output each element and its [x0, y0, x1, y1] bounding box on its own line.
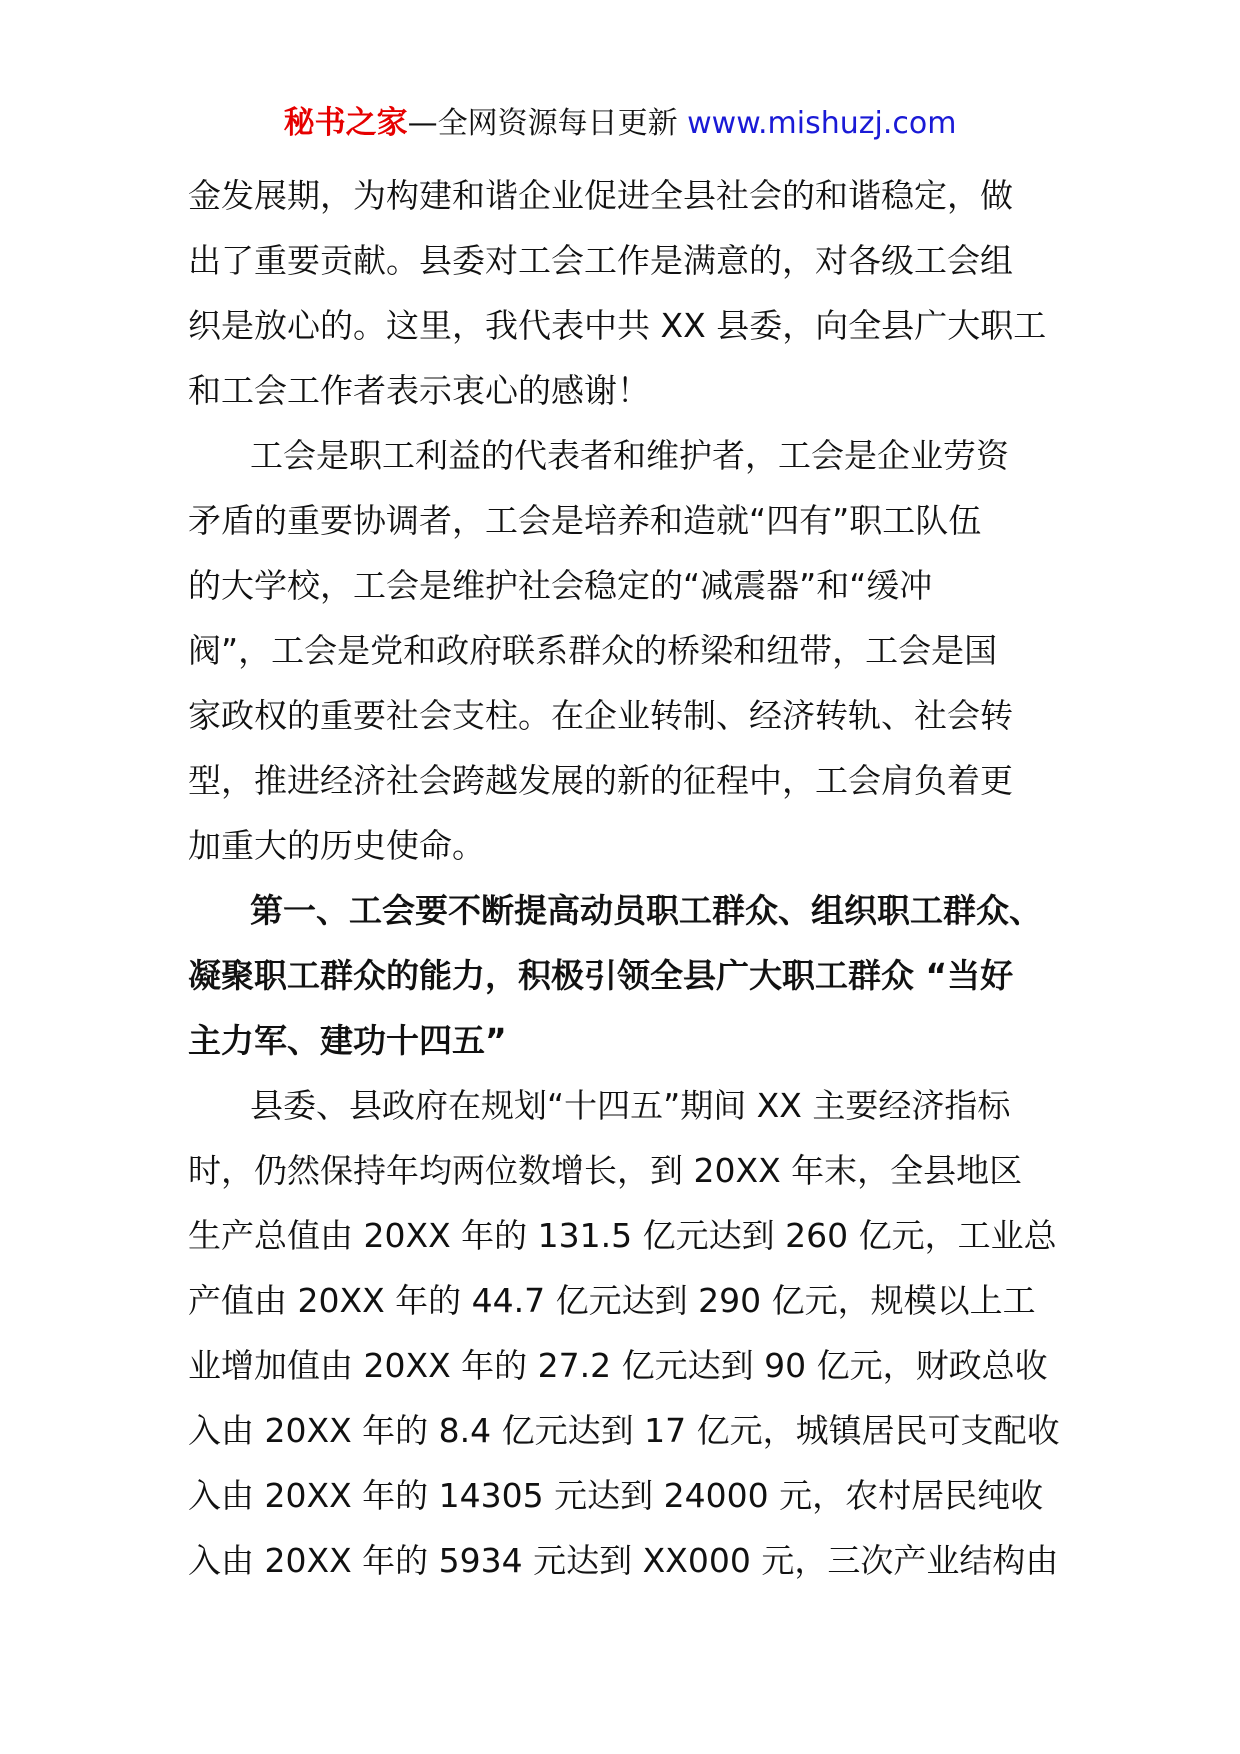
site-brand: 秘书之家: [283, 105, 408, 141]
paragraph-line: 工会是职工利益的代表者和维护者，工会是企业劳资: [250, 436, 1009, 475]
paragraph-line: 织是放心的。这里，我代表中共 XX 县委，向全县广大职工: [188, 306, 1047, 345]
document-body: [188, 163, 1066, 1593]
section-heading-line: 第一、工会要不断提高动员职工群众、组织职工群众、: [250, 891, 1042, 930]
site-url[interactable]: www.mishuzj.com: [687, 106, 957, 141]
paragraph-line: 加重大的历史使命。: [188, 826, 485, 865]
paragraph-line: 的大学校，工会是维护社会稳定的“减震器”和“缓冲: [188, 566, 933, 605]
section-heading-line: 主力军、建功十四五”: [188, 1021, 507, 1060]
paragraph-line: 金发展期，为构建和谐企业促进全县社会的和谐稳定，做: [188, 176, 1013, 215]
site-tagline: —全网资源每日更新: [407, 106, 688, 141]
paragraph-line: 入由 20XX 年的 5934 元达到 XX000 元，三次产业结构由: [188, 1541, 1059, 1580]
paragraph-line: 矛盾的重要协调者，工会是培养和造就“四有”职工队伍: [188, 501, 982, 540]
page-header: [0, 101, 1240, 146]
paragraph-line: 型，推进经济社会跨越发展的新的征程中，工会肩负着更: [188, 761, 1013, 800]
paragraph-line: 阀”，工会是党和政府联系群众的桥梁和纽带，工会是国: [188, 631, 998, 670]
paragraph-line: 业增加值由 20XX 年的 27.2 亿元达到 90 亿元，财政总收: [188, 1346, 1048, 1385]
paragraph-line: 出了重要贡献。县委对工会工作是满意的，对各级工会组: [188, 241, 1013, 280]
paragraph-line: 入由 20XX 年的 8.4 亿元达到 17 亿元，城镇居民可支配收: [188, 1411, 1060, 1450]
paragraph-line: 入由 20XX 年的 14305 元达到 24000 元，农村居民纯收: [188, 1476, 1044, 1515]
paragraph-line: 产值由 20XX 年的 44.7 亿元达到 290 亿元，规模以上工: [188, 1281, 1036, 1320]
section-heading-line: 凝聚职工群众的能力，积极引领全县广大职工群众 “当好: [188, 956, 1014, 995]
paragraph-line: 县委、县政府在规划“十四五”期间 XX 主要经济指标: [250, 1086, 1011, 1125]
paragraph-line: 时，仍然保持年均两位数增长，到 20XX 年末，全县地区: [188, 1151, 1023, 1190]
paragraph-line: 生产总值由 20XX 年的 131.5 亿元达到 260 亿元，工业总: [188, 1216, 1057, 1255]
paragraph-line: 家政权的重要社会支柱。在企业转制、经济转轨、社会转: [188, 696, 1013, 735]
paragraph-line: 和工会工作者表示衷心的感谢！: [188, 371, 650, 410]
